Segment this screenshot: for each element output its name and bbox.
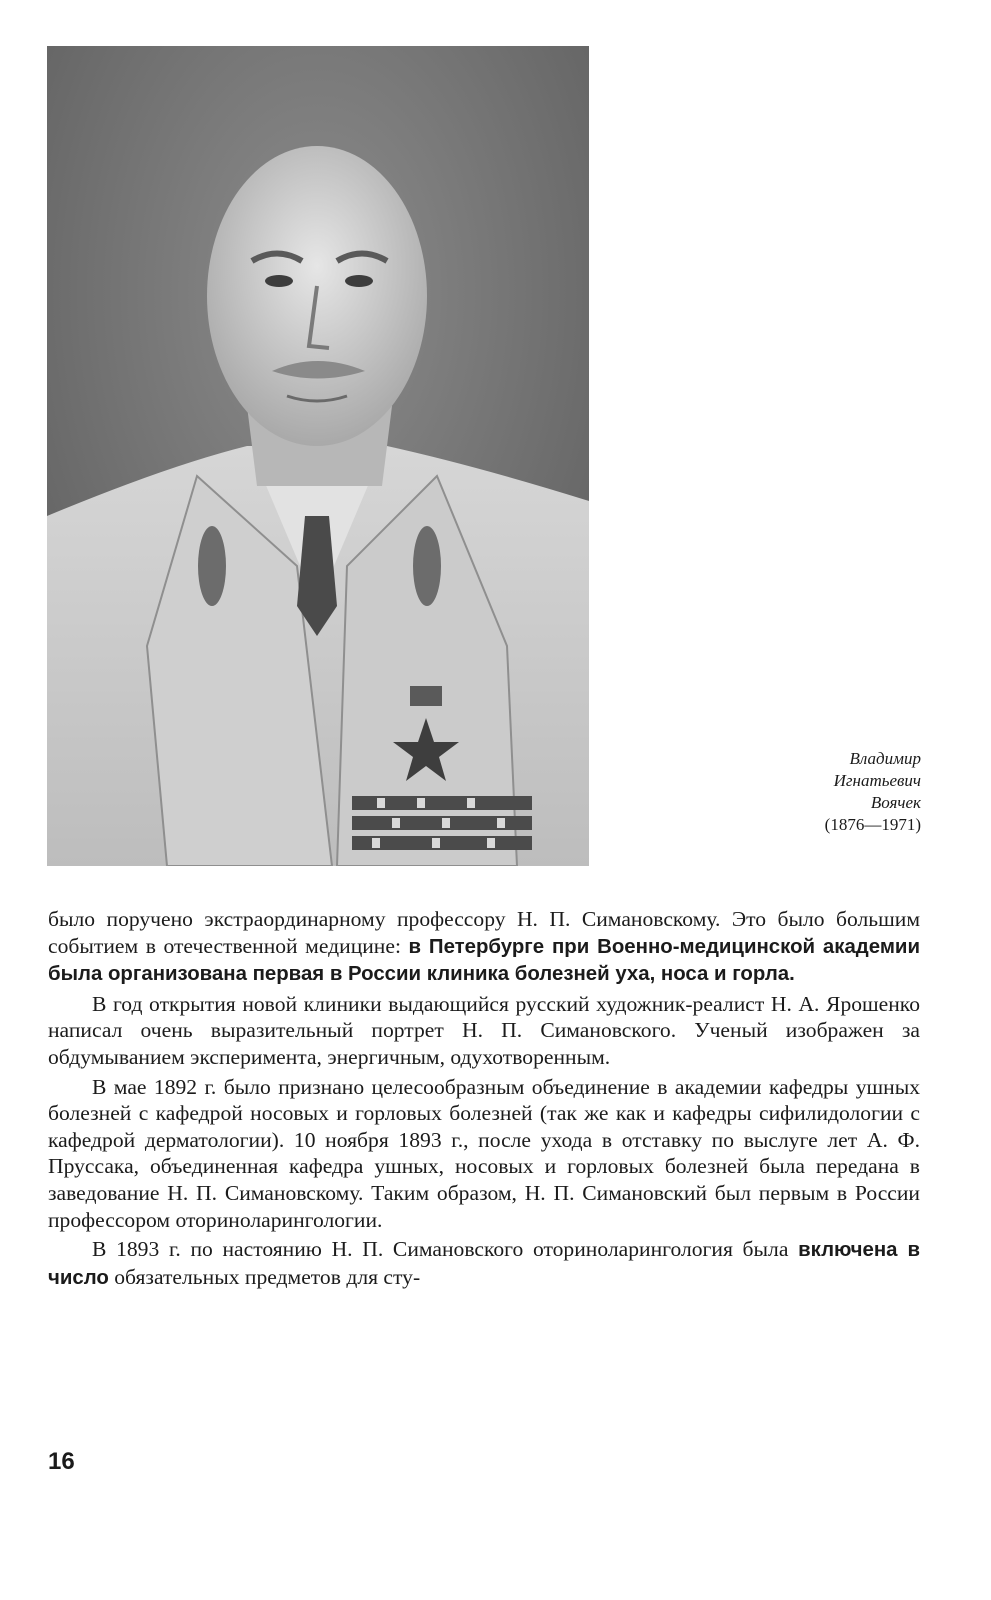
paragraph-1-bold: в Петербурге при Военно-медицинской академии была организована первая в России клиника болезней уха, носа и горла. [48,935,920,986]
paragraph-2: В год открытия новой клиники выдающийся русский художник-реалист Н. А. Ярошенко написал очень выразительный портрет Н. П. Симановского. Ученый изображен за обдумыванием эксперимента, энергичным, одухотворенным. [48,991,920,1069]
portrait-photo [47,46,589,866]
paragraph-4-bold: включена в число [48,1239,920,1289]
page-number: 16 [48,1448,75,1475]
paragraph-4-text-b: обязательных предметов для сту- [108,1264,421,1289]
portrait-caption [825,748,921,836]
portrait-photo-icon [47,46,589,866]
caption-first-name: Владимир [849,749,921,768]
paragraph-4-text-a: В 1893 г. по настоянию Н. П. Симановского оториноларингология была [92,1237,799,1262]
caption-surname: Воячек [870,793,921,812]
paragraph-1 [48,906,920,988]
caption-patronymic: Игнатьевич [833,771,921,790]
paragraph-1-text: было поручено экстраординарному профессору Н. П. Симановскому. Это было большим событием в отечественной медицине: [48,907,920,958]
body-text [48,906,920,1291]
paragraph-3: В мае 1892 г. было признано целесообразным объединение в академии кафедры ушных болезней с кафедрой носовых и горловых болезней (так же как и кафедры сифилидологии с кафедрой дерматологии). 10 ноября 1893 г., после ухода в отставку по выслуге лет А. Ф. Пруссака, объединенная кафедра ушных, носовых и горловых болезней была передана в заведование Н. П. Симановскому. Таким образом, Н. П. Симановский был первым в России профессором оториноларингологии. [48,1074,920,1232]
paragraph-4 [48,1236,920,1291]
caption-dates: (1876—1971) [824,815,921,834]
